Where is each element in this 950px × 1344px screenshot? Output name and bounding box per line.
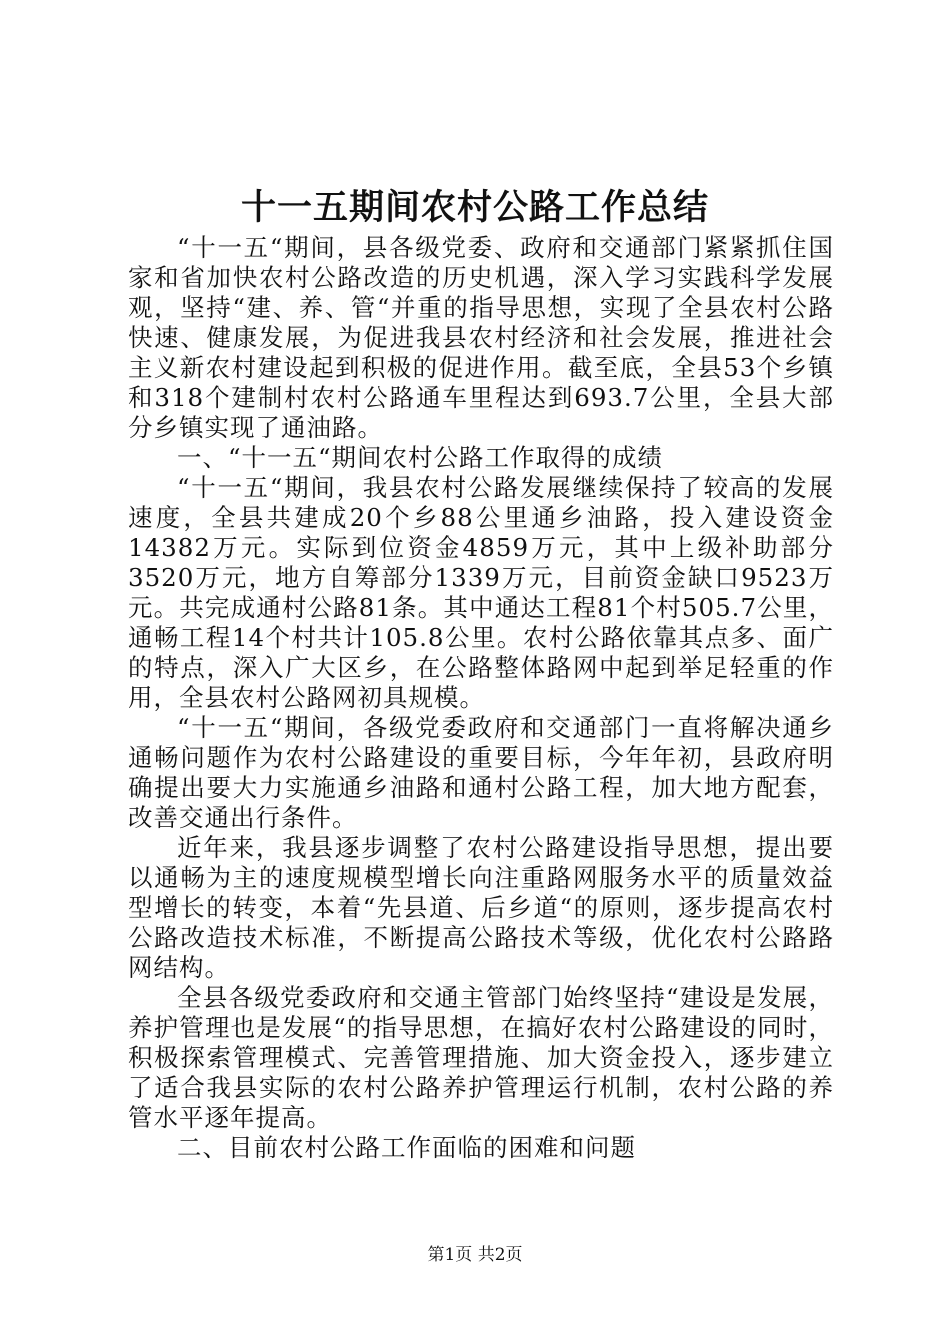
achievements-paragraph: “十一五“期间，我县农村公路发展继续保持了较高的发展速度，全县共建成20个乡88公里通乡油路，投入建设资金14382万元。实际到位资金4859万元，其中上级补助部分3520万元，地方自筹部分1339万元，目前资金缺口9523万元。共完成通村公路81条。其中通达工程81个村505.7公里，通畅工程14个村共计105.8公里。农村公路依靠其点多、面广的特点，深入广大区乡，在公路整体路网中起到举足轻重的作用，全县农村公路网初具规模。 <box>128 473 834 712</box>
maintenance-paragraph: 全县各级党委政府和交通主管部门始终坚持“建设是发展，养护管理也是发展“的指导思想，在搞好农村公路建设的同时，积极探索管理模式、完善管理措施、加大资金投入，逐步建立了适合我县实际的农村公路养护管理运行机制，农村公路的养管水平逐年提高。 <box>128 983 834 1132</box>
intro-paragraph: “十一五“期间，县各级党委、政府和交通部门紧紧抓住国家和省加快农村公路改造的历史机遇，深入学习实践科学发展观，坚持“建、养、管“并重的指导思想，实现了全县农村公路快速、健康发展，为促进我县农村经济和社会发展，推进社会主义新农村建设起到积极的促进作用。截至底，全县53个乡镇和318个建制村农村公路通车里程达到693.7公里，全县大部分乡镇实现了通油路。 <box>128 233 834 442</box>
section-heading-problems: 二、目前农村公路工作面临的困难和问题 <box>177 1133 636 1162</box>
document-body <box>128 233 834 1163</box>
goals-paragraph: “十一五“期间，各级党委政府和交通部门一直将解决通乡通畅问题作为农村公路建设的重要目标，今年年初，县政府明确提出要大力实施通乡油路和通村公路工程，加大地方配套，改善交通出行条件。 <box>128 713 834 832</box>
document-title: 十一五期间农村公路工作总结 <box>240 187 709 228</box>
strategy-paragraph: 近年来，我县逐步调整了农村公路建设指导思想，提出要以通畅为主的速度规模型增长向注重路网服务水平的质量效益型增长的转变，本着“先县道、后乡道“的原则，逐步提高农村公路改造技术标准，不断提高公路技术等级，优化农村公路路网结构。 <box>128 833 834 982</box>
page-number-footer: 第1页 共2页 <box>427 1245 523 1265</box>
section-heading-achievements: 一、“十一五“期间农村公路工作取得的成绩 <box>177 443 664 472</box>
